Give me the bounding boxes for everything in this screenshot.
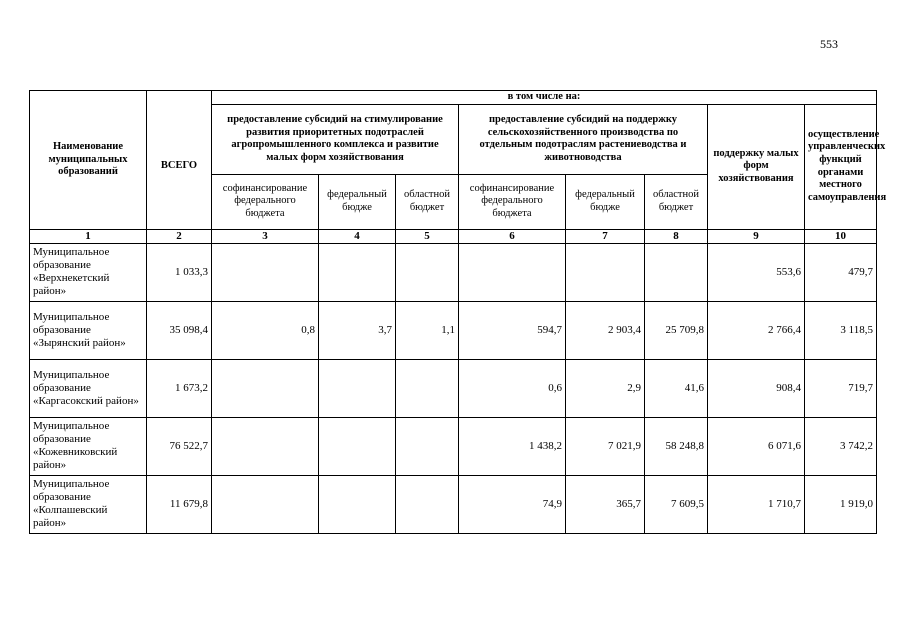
- table-row: [30, 359, 877, 417]
- cell-c7: 2 903,4: [566, 301, 645, 359]
- table-row: [30, 243, 877, 301]
- cell-c9: 908,4: [708, 359, 805, 417]
- column-number: 1: [30, 229, 147, 243]
- cell-c3: [212, 243, 319, 301]
- cell-c8: 58 248,8: [645, 417, 708, 475]
- cell-c9: 2 766,4: [708, 301, 805, 359]
- header-including: в том числе на:: [212, 91, 877, 105]
- cell-c5: [396, 243, 459, 301]
- cell-c3: [212, 359, 319, 417]
- cell-c10: 3 742,2: [805, 417, 877, 475]
- header-total: ВСЕГО: [147, 104, 212, 229]
- cell-c4: [319, 243, 396, 301]
- table-row: [30, 301, 877, 359]
- cell-c8: 41,6: [645, 359, 708, 417]
- cell-c6: 0,6: [459, 359, 566, 417]
- cell-c9: 6 071,6: [708, 417, 805, 475]
- cell-c4: [319, 417, 396, 475]
- header-federal-b: федеральный бюдже: [566, 174, 645, 229]
- header-group-b: предоставление субсидий на поддержку сельскохозяйственного производства по отдельным подотраслям растениеводства и животноводства: [459, 104, 708, 174]
- header-local-gov: осуществление управленческих функций органами местного самоуправления: [805, 104, 877, 229]
- cell-c6: 594,7: [459, 301, 566, 359]
- column-number: 4: [319, 229, 396, 243]
- cell-c3: [212, 417, 319, 475]
- header-cofinancing: софинансирование федерального бюджета: [212, 174, 319, 229]
- cell-total: 1 673,2: [147, 359, 212, 417]
- row-name: Муниципальное образование «Кожевниковский район»: [30, 417, 147, 475]
- cell-total: 76 522,7: [147, 417, 212, 475]
- cell-c8: [645, 243, 708, 301]
- cell-total: 35 098,4: [147, 301, 212, 359]
- column-number: 2: [147, 229, 212, 243]
- row-name: Муниципальное образование «Верхнекетский район»: [30, 243, 147, 301]
- cell-c4: 3,7: [319, 301, 396, 359]
- cell-c6: 1 438,2: [459, 417, 566, 475]
- cell-c5: 1,1: [396, 301, 459, 359]
- cell-c6: 74,9: [459, 475, 566, 533]
- header-small-forms: поддержку малых форм хозяйствования: [708, 104, 805, 229]
- header-name: Наименование муниципальных образований: [30, 91, 147, 230]
- cell-c8: 25 709,8: [645, 301, 708, 359]
- cell-c6: [459, 243, 566, 301]
- column-number: 5: [396, 229, 459, 243]
- column-number: 3: [212, 229, 319, 243]
- cell-c7: 365,7: [566, 475, 645, 533]
- header-group-a: предоставление субсидий на стимулирование развития приоритетных подотраслей агропромышленного комплекса и развитие малых форм хозяйствования: [212, 104, 459, 174]
- cell-c10: 719,7: [805, 359, 877, 417]
- cell-c9: 553,6: [708, 243, 805, 301]
- cell-c3: 0,8: [212, 301, 319, 359]
- column-number: 6: [459, 229, 566, 243]
- cell-total: 1 033,3: [147, 243, 212, 301]
- cell-c4: [319, 359, 396, 417]
- header-federal: федеральный бюдже: [319, 174, 396, 229]
- header-regional-b: областной бюджет: [645, 174, 708, 229]
- cell-c7: 2,9: [566, 359, 645, 417]
- row-name: Муниципальное образование «Колпашевский район»: [30, 475, 147, 533]
- header-regional: областной бюджет: [396, 174, 459, 229]
- cell-c4: [319, 475, 396, 533]
- column-number: 10: [805, 229, 877, 243]
- cell-c10: 479,7: [805, 243, 877, 301]
- header-cofinancing-b: софинансирование федерального бюджета: [459, 174, 566, 229]
- cell-c8: 7 609,5: [645, 475, 708, 533]
- cell-c10: 1 919,0: [805, 475, 877, 533]
- cell-c7: [566, 243, 645, 301]
- cell-c10: 3 118,5: [805, 301, 877, 359]
- page-number: 553: [820, 37, 838, 51]
- cell-c3: [212, 475, 319, 533]
- row-name: Муниципальное образование «Каргасокский район»: [30, 359, 147, 417]
- subsidy-table: [29, 90, 887, 534]
- cell-c5: [396, 359, 459, 417]
- cell-c5: [396, 417, 459, 475]
- table-row: [30, 417, 877, 475]
- cell-c7: 7 021,9: [566, 417, 645, 475]
- column-number: 9: [708, 229, 805, 243]
- row-name: Муниципальное образование «Зырянский район»: [30, 301, 147, 359]
- cell-total: 11 679,8: [147, 475, 212, 533]
- column-number: 8: [645, 229, 708, 243]
- cell-c5: [396, 475, 459, 533]
- column-number: 7: [566, 229, 645, 243]
- table-row: [30, 475, 877, 533]
- cell-c9: 1 710,7: [708, 475, 805, 533]
